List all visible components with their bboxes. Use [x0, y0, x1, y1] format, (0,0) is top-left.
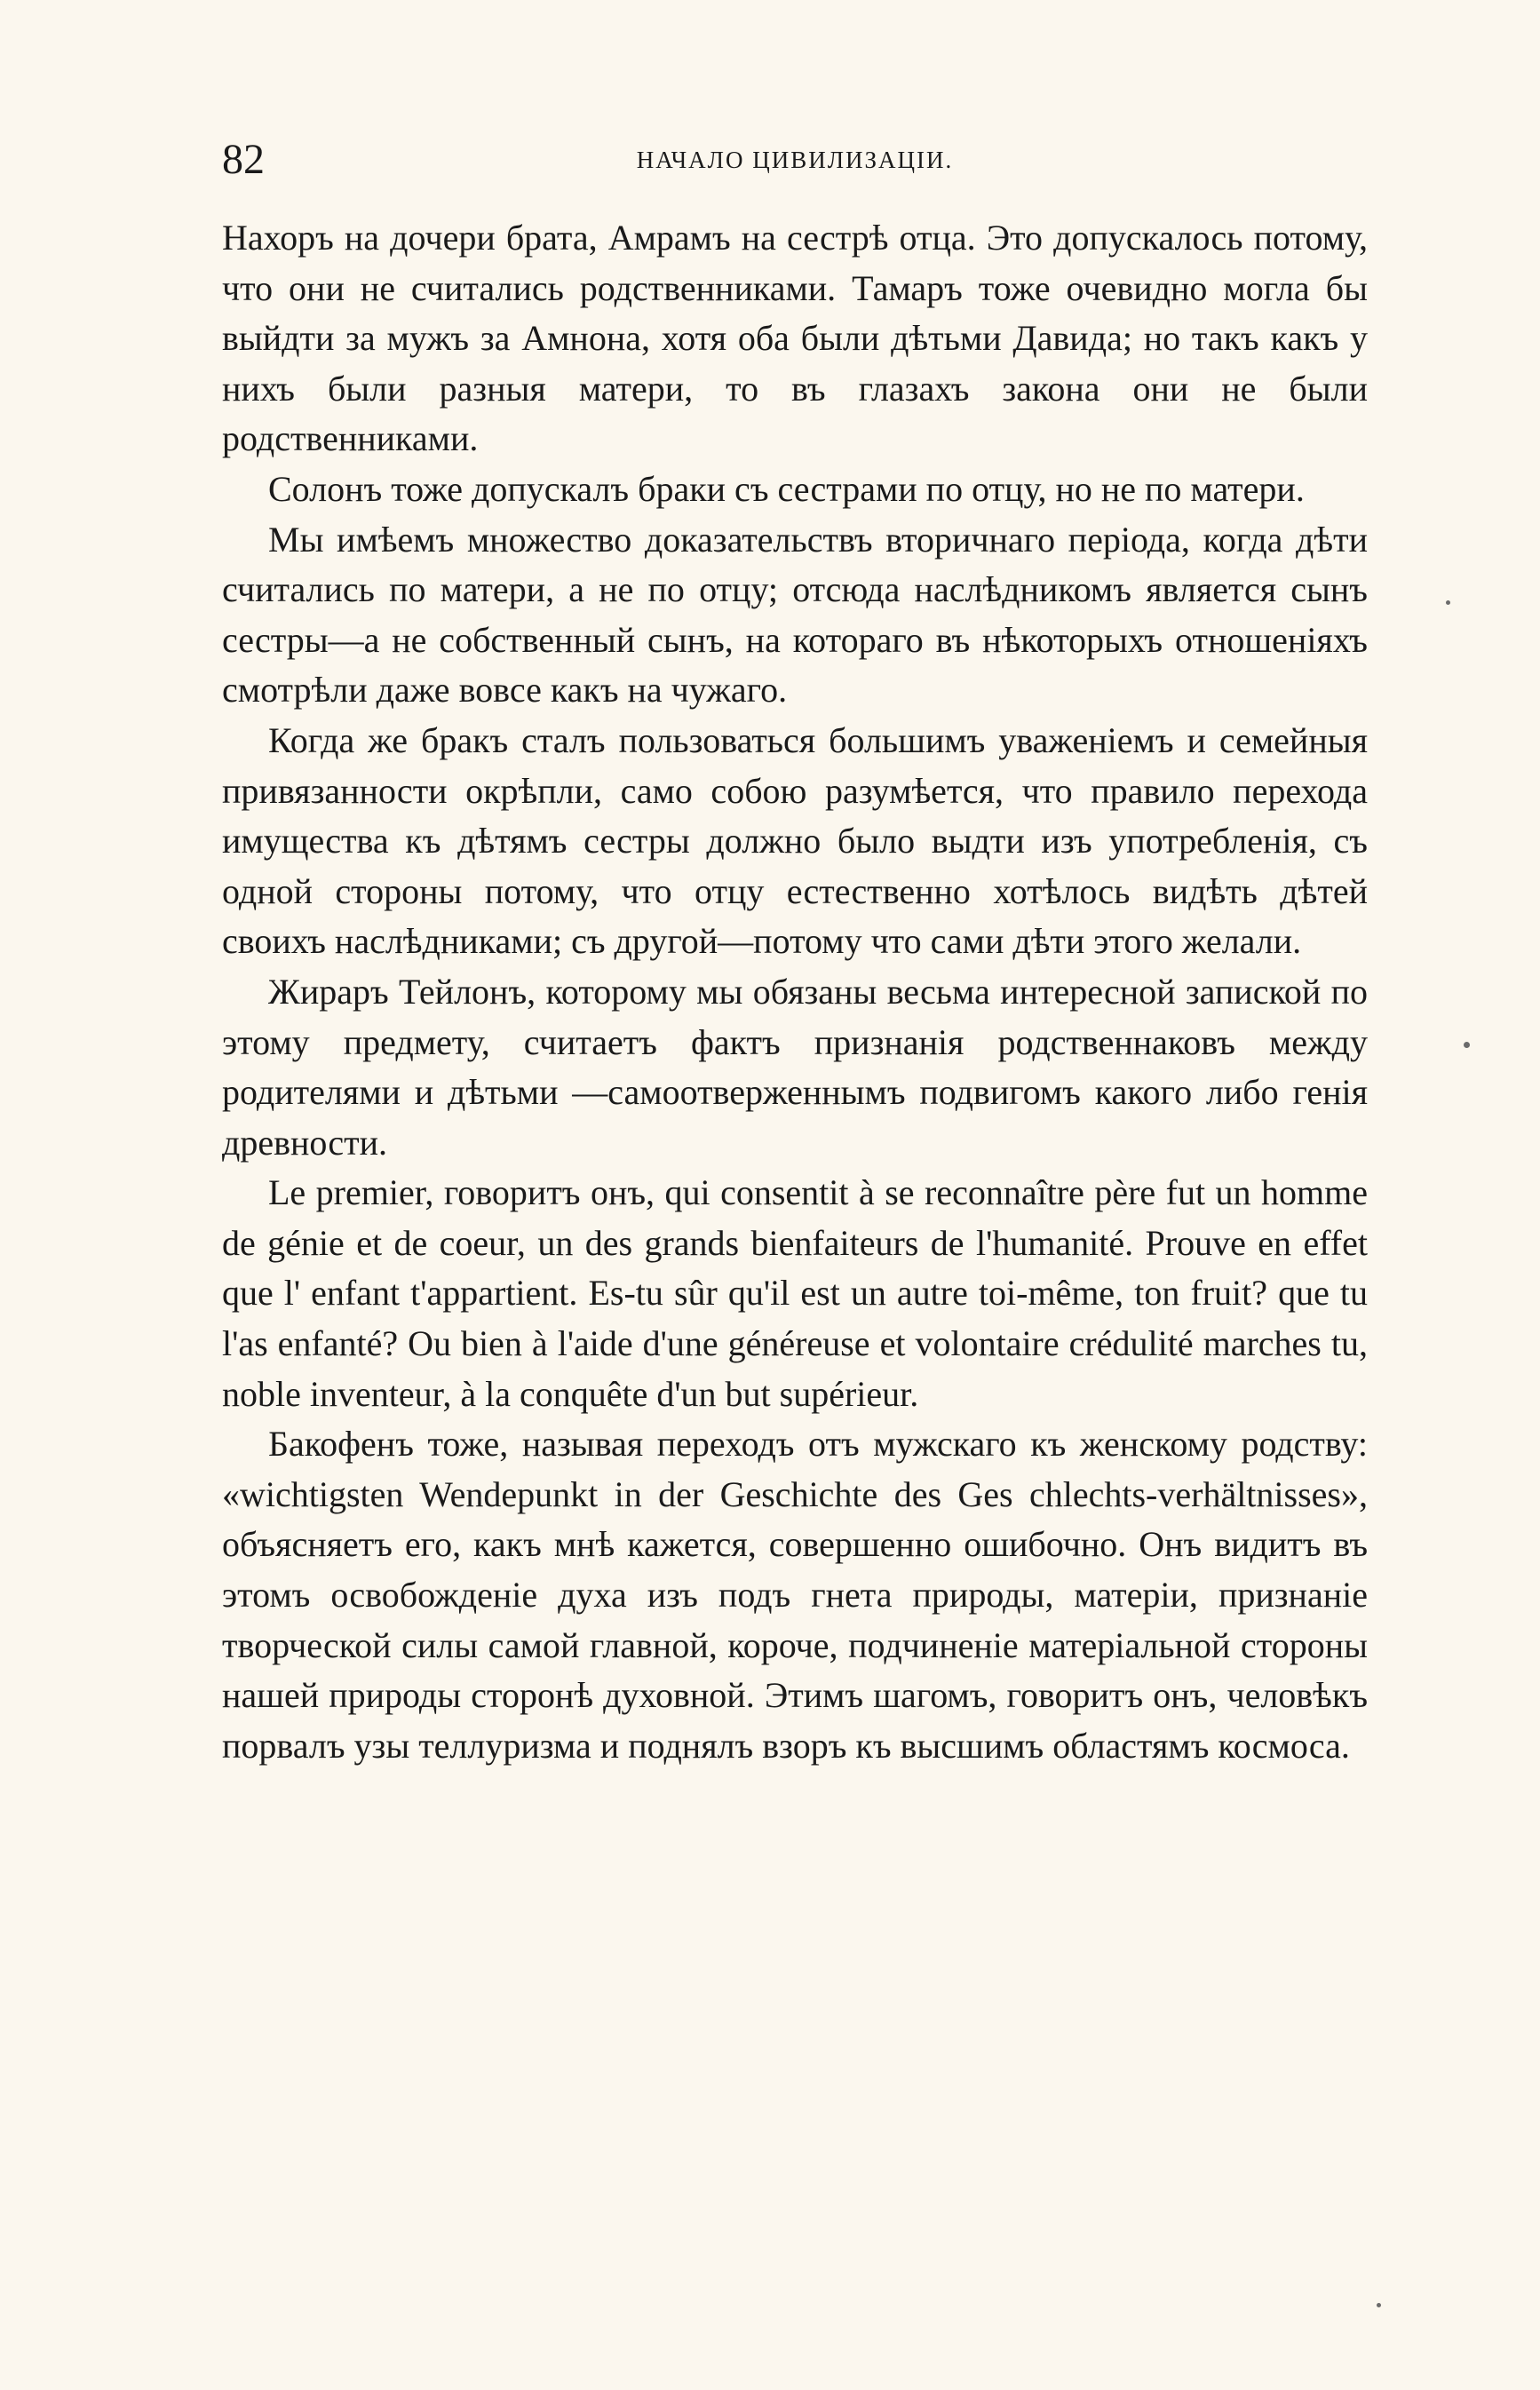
paragraph: Солонъ тоже допускалъ браки съ сестрами по отцу, но не по матери. [268, 468, 1305, 509]
body-text [222, 213, 1368, 1771]
running-title: НАЧАЛО ЦИВИЛИЗАЦІИ. [636, 147, 954, 173]
paper-speck [1446, 600, 1450, 605]
paragraph: Жираръ Тейлонъ, которому мы обязаны весьма интересной запиской по этому предмету, считаетъ фактъ признанія родственнаковъ между родителями и дѣтьми —самоотверженнымъ подвигомъ какого либо генія древности. [222, 971, 1368, 1163]
paragraph: Нахоръ на дочери брата, Амрамъ на сестрѣ отца. Это допускалось потому, что они не считались родственниками. Тамаръ тоже очевидно могла бы выйдти за мужъ за Амнона, хотя оба были дѣтьми Давида; но такъ какъ у нихъ были разныя матери, то въ глазахъ закона они не были родственниками. [222, 218, 1368, 459]
paper-speck [1377, 2303, 1381, 2307]
page-number: 82 [222, 136, 265, 183]
paragraph: Бакофенъ тоже, называя переходъ отъ мужскаго къ женскому родству: «wichtigsten Wendepunkt in der Geschichte des Ges chlechts-verhältnisses», объясняетъ его, какъ мнѣ кажется, совершенно ошибочно. Онъ видитъ въ этомъ освобожденіе духа изъ подъ гнета природы, матеріи, признаніе творческой силы самой главной, короче, подчиненіе матеріальной стороны нашей природы сторонѣ духовной. Этимъ шагомъ, говоритъ онъ, человѣкъ порвалъ узы теллуризма и поднялъ взоръ къ высшимъ областямъ космоса. [222, 1424, 1368, 1766]
page-header [222, 133, 1368, 187]
paragraph: Когда же бракъ сталъ пользоваться большимъ уваженіемъ и семейныя привязанности окрѣпли, само собою разумѣется, что правило перехода имущества къ дѣтямъ сестры должно было выдти изъ употребленія, съ одной стороны потому, что отцу естественно хотѣлось видѣть дѣтей своихъ наслѣдниками; съ другой—потому что сами дѣти этого желали. [222, 719, 1368, 962]
paragraph: Мы имѣемъ множество доказательствъ вторичнаго періода, когда дѣти считались по матери, а не по отцу; отсюда наслѣдникомъ является сынъ сестры—а не собственный сынъ, на котораго въ нѣкоторыхъ отношеніяхъ смотрѣли даже вовсе какъ на чужаго. [222, 519, 1368, 711]
paper-speck [1464, 1042, 1470, 1048]
paragraph: Le premier, говоритъ онъ, qui consentit à se reconnaître père fut un homme de génie et de coeur, un des grands bienfaiteurs de l'humanité. Prouve en effet que l' enfant t'appartient. Es-tu sûr qu'il est un autre toi-même, ton fruit? que tu l'as enfanté? Ou bien à l'aide d'une généreuse et volontaire crédulité marches tu, noble inventeur, à la conquête d'un but supérieur. [222, 1172, 1368, 1414]
